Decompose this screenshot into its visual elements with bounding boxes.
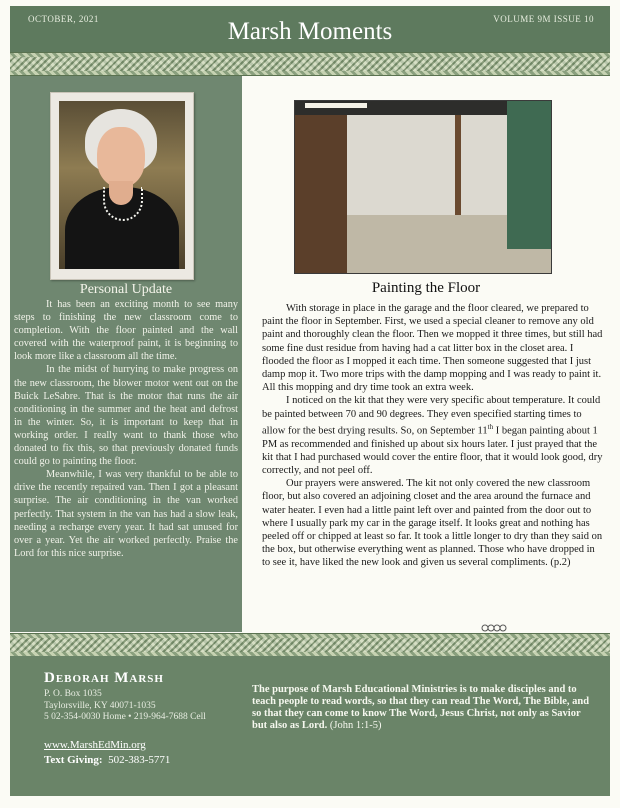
scripture-reference: (John 1:1-5): [329, 720, 382, 731]
ornament-icon: [480, 624, 508, 632]
decorative-band-bottom: [10, 633, 610, 657]
contact-details: [44, 689, 206, 724]
text-giving: Text Giving: 502-383-5771: [44, 754, 171, 766]
issue-volume: VOLUME 9M ISSUE 10: [493, 14, 594, 24]
newsletter-title: Marsh Moments: [227, 18, 393, 45]
sidebar-article: [14, 298, 238, 560]
newsletter-page: [10, 6, 610, 796]
address-line: Taylorsville, KY 40071-1035: [44, 700, 156, 711]
portrait-frame: [50, 92, 194, 280]
main-article: [242, 76, 610, 632]
author-name: Deborah Marsh: [44, 670, 164, 686]
issue-date: OCTOBER, 2021: [28, 14, 99, 24]
address-line: P. O. Box 1035: [44, 689, 102, 699]
article-paragraph: I noticed on the kit that they were very specific about temperature. It could be painted between 70 and 90 degrees. They even specified starting times to allow for the best drying results. So, on September 11th I began painting about 1 PM as recommended and finished up about six hours later. I just prayed that the kit that I had purchased would cover the entire floor, that it would look good, dry correctly, and not peel off.: [262, 395, 603, 476]
decorative-band-top: [10, 52, 610, 76]
portrait-photo: [59, 101, 185, 269]
sidebar-paragraph: It has been an exciting month to see many steps to finishing the new classroom come to completion. With the floor painted and the wall covered with the waterproof paint, it is beginning to look more like a classroom all the time.: [14, 299, 238, 363]
mission-statement: The purpose of Marsh Educational Ministries is to make disciples and to teach people to read words, so that they can read The Word, The Bible, and so that they can come to know The Word, Jesus Christ, not only as Savior but also as Lord. (John 1:1-5): [252, 684, 590, 731]
masthead: [10, 6, 610, 52]
sidebar-paragraph: Meanwhile, I was very thankful to be able to drive the recently repaired van. Then I got a pleasant surprise. The air conditioning in the van worked perfectly. That system in the van has had a slow leak, needing a recharge every year. It had sat unused for over a year. Yet the air worked perfectly. Praise the Lord for this nice surprise.: [14, 469, 238, 559]
sidebar-paragraph: In the midst of hurrying to make progress on the new classroom, the blower motor went out on the Buick LeSabre. That is the motor that runs the air conditioning in the summer and the heat and defrost in the winter. So, it is important to keep that in working order. I really want to thank those who donated to fix this, so that previously donated funds could go to painting the floor.: [14, 364, 238, 468]
contact-footer: [10, 656, 610, 796]
classroom-photo: [294, 100, 552, 274]
sidebar-heading: Personal Update: [79, 282, 173, 297]
article-paragraph: With storage in place in the garage and the floor cleared, we prepared to paint the floor in September. First, we used a special cleaner to remove any old paint and thoroughly clean the floor. Then we mopped it three times, but still had some fine dust residue from having had a cat litter box in the closet area. I flooded the floor as I mopped it each time. Then someone suggested that I just damp mop it. Two more trips with the damp mopping and I was ready to paint it. All this mopping and dry time took an extra week.: [262, 303, 603, 394]
personal-update-sidebar: [10, 76, 242, 632]
website-link[interactable]: www.MarshEdMin.org: [44, 739, 146, 751]
article-body: [262, 302, 604, 570]
article-title: Painting the Floor: [371, 280, 481, 296]
article-paragraph: Our prayers were answered. The kit not only covered the new classroom floor, but also covered an adjoining closet and the area around the furnace and water heater. I even had a little paint left over and painted from the door out to where I usually park my car in the garage itself. It looks great and nothing has peeled off or chipped at least so far. It took a little longer to dry than they said on the box, but otherwise everything went as planned. Those who have dropped in to see it, have liked the new look and given us several compliments. (p.2): [262, 478, 603, 569]
phone-line: 5 02-354-0030 Home • 219-964-7688 Cell: [44, 712, 206, 722]
